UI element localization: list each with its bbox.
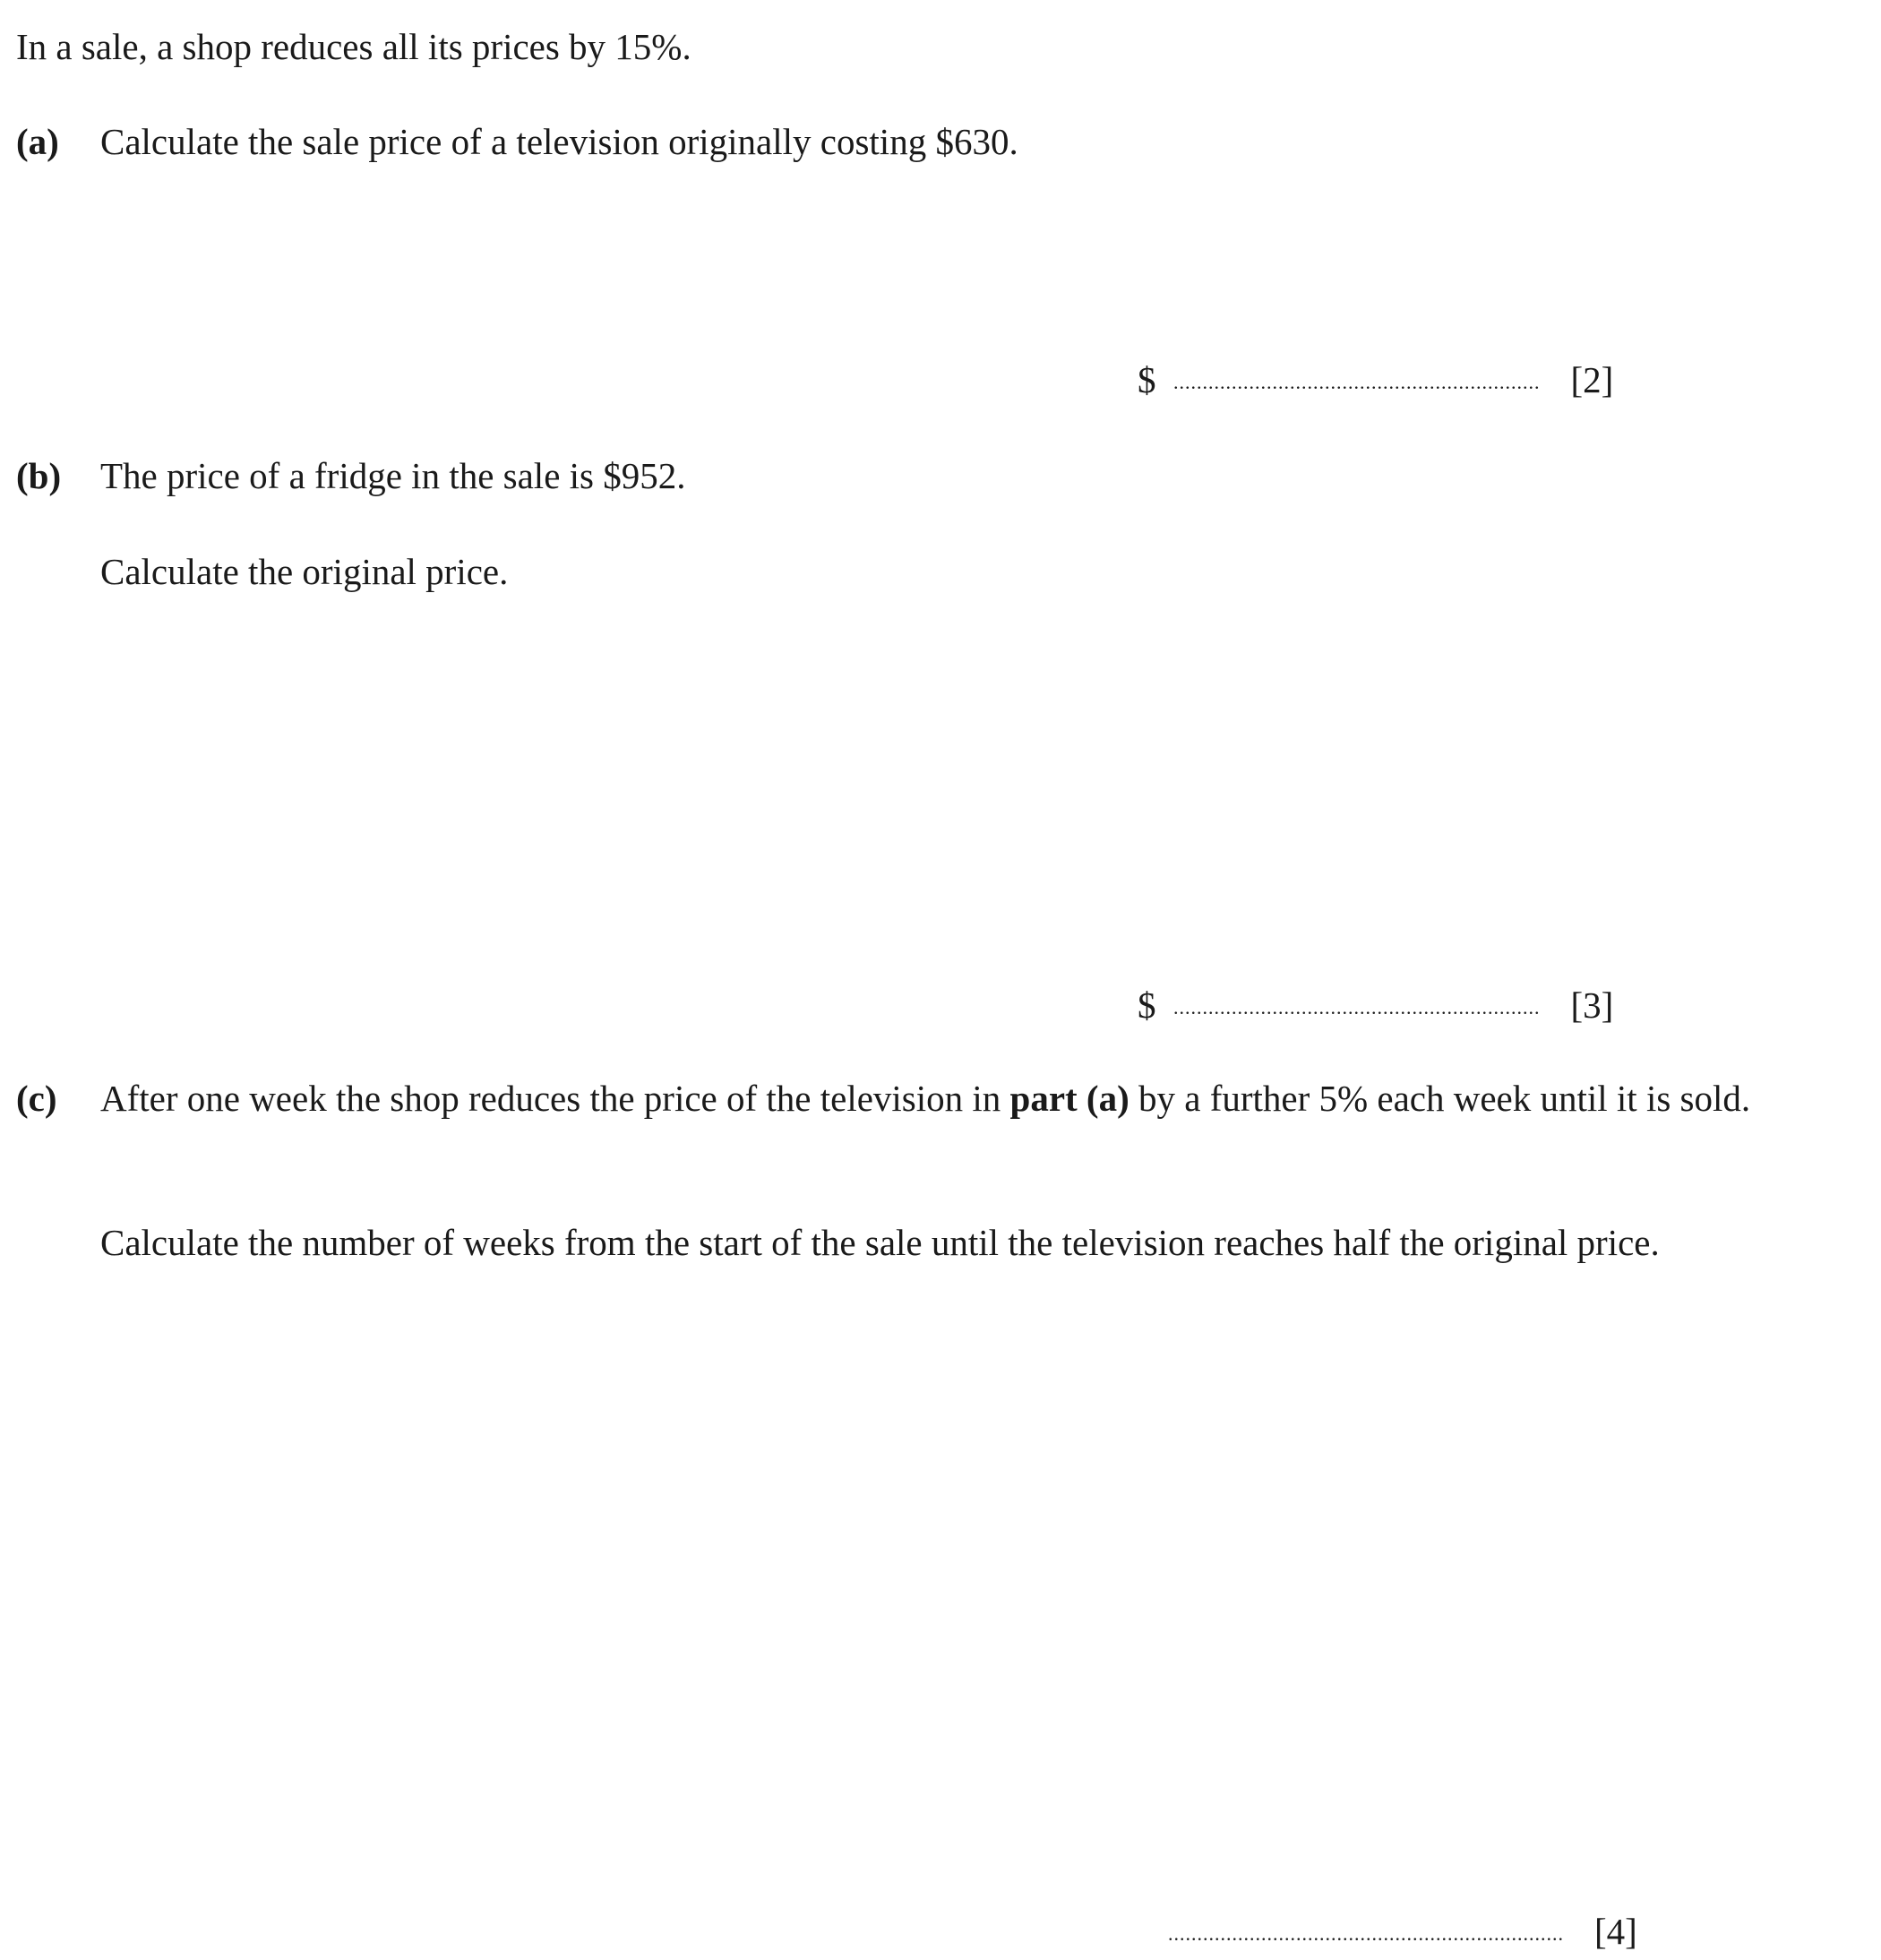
part-b-marks: [3] bbox=[1570, 984, 1614, 1026]
part-b-answer-field[interactable]: ............................................................... bbox=[1173, 996, 1541, 1019]
part-a-answer-line bbox=[1138, 357, 1613, 404]
part-b-instruction: Calculate the original price. bbox=[100, 551, 509, 592]
part-a-label: (a) bbox=[16, 121, 59, 162]
part-c-text-bold: part (a) bbox=[1009, 1078, 1129, 1119]
part-a-text: Calculate the sale price of a television originally costing $630. bbox=[100, 121, 1018, 162]
part-c-answer-field[interactable]: .................................................................... bbox=[1168, 1922, 1564, 1945]
part-a-dollar-sign: $ bbox=[1138, 359, 1156, 400]
part-b-dollar-sign: $ bbox=[1138, 984, 1156, 1026]
part-c-text bbox=[100, 1075, 1774, 1122]
part-c-text-after: by a further 5% each week until it is sold. bbox=[1129, 1078, 1751, 1119]
part-c-answer-line bbox=[1168, 1908, 1637, 1956]
part-b-label: (b) bbox=[16, 455, 62, 496]
part-c-label: (c) bbox=[16, 1078, 57, 1119]
part-c-text-before: After one week the shop reduces the price of the television in bbox=[100, 1078, 1010, 1119]
question-stem: In a sale, a shop reduces all its prices by 15%. bbox=[16, 26, 691, 67]
part-b-text: The price of a fridge in the sale is $952. bbox=[100, 455, 686, 496]
part-c-marks: [4] bbox=[1594, 1911, 1637, 1952]
part-c-instruction: Calculate the number of weeks from the start of the sale until the television reaches half the original price. bbox=[100, 1222, 1660, 1263]
part-a-answer-field[interactable]: ............................................................... bbox=[1173, 371, 1541, 393]
part-a-marks: [2] bbox=[1570, 359, 1614, 400]
part-b-answer-line bbox=[1138, 982, 1613, 1029]
